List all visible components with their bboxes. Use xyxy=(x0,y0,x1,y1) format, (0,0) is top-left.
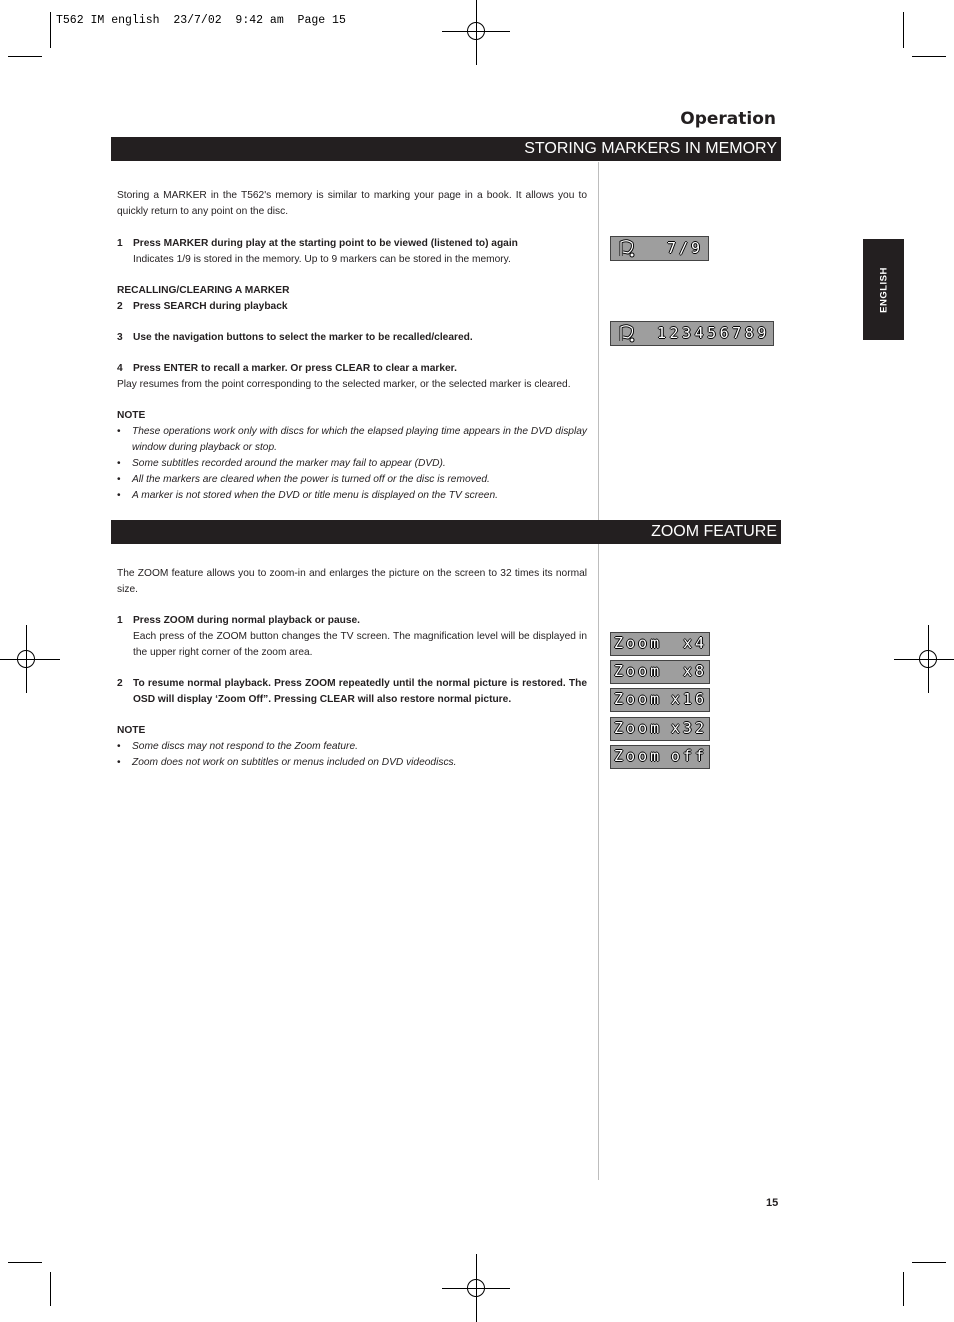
step-description: Indicates 1/9 is stored in the memory. Up to 9 markers can be stored in the memory. xyxy=(133,254,511,265)
osd-zoom-level: x16 xyxy=(670,690,707,708)
step-number: 1 xyxy=(117,238,123,249)
language-tab-label: ENGLISH xyxy=(878,266,889,313)
crop-mark xyxy=(8,1262,42,1263)
osd-zoom-off xyxy=(610,745,710,769)
step-title: Press ENTER to recall a marker. Or press CLEAR to clear a marker. xyxy=(133,363,457,374)
step-title: Press ZOOM during normal playback or pause. xyxy=(133,615,361,626)
osd-zoom-level: x4 xyxy=(682,634,707,652)
crop-mark xyxy=(903,12,904,48)
markers-step-2 xyxy=(117,299,587,315)
step-number: 1 xyxy=(117,615,123,626)
zoom-intro: The ZOOM feature allows you to zoom-in and enlarges the picture on the screen to 32 times its normal size. xyxy=(117,568,587,595)
osd-zoom-x8 xyxy=(610,660,710,684)
note-item: • A marker is not stored when the DVD or title menu is displayed on the TV screen. xyxy=(117,488,587,504)
page-number: 15 xyxy=(766,1197,779,1209)
section-heading-markers: STORING MARKERS IN MEMORY xyxy=(111,137,781,161)
markers-intro: Storing a MARKER in the T562's memory is similar to marking your page in a book. It allows you to quickly return to any point on the disc. xyxy=(117,190,587,217)
osd-zoom-x32 xyxy=(610,717,710,741)
note-heading: NOTE xyxy=(117,725,146,736)
crop-mark xyxy=(903,1272,904,1306)
osd-zoom-x16 xyxy=(610,688,710,712)
crop-mark xyxy=(8,56,42,57)
osd-marker-single xyxy=(610,236,709,261)
crop-mark xyxy=(50,12,51,48)
note-item: • Zoom does not work on subtitles or menus included on DVD videodiscs. xyxy=(117,755,587,771)
step-title: Press SEARCH during playback xyxy=(133,301,288,312)
step-number: 4 xyxy=(117,363,123,374)
step-title: Use the navigation buttons to select the marker to be recalled/cleared. xyxy=(133,332,473,343)
osd-zoom-level: off xyxy=(670,747,707,765)
step-description: Each press of the ZOOM button changes the TV screen. The magnification level will be displayed in the upper right corner of the zoom area. xyxy=(133,631,587,658)
note-item: • These operations work only with discs for which the elapsed playing time appears in the DVD display window during playback or stop. xyxy=(117,424,587,456)
print-header: T562 IM english 23/7/02 9:42 am Page 15 xyxy=(56,14,346,27)
crop-mark xyxy=(50,1272,51,1306)
osd-marker-list-value: 123456789 xyxy=(657,324,770,342)
step-title: Press MARKER during play at the starting point to be viewed (listened to) again xyxy=(133,238,518,249)
note-item: • All the markers are cleared when the power is turned off or the disc is removed. xyxy=(117,472,587,488)
page-title: Operation xyxy=(680,109,776,129)
marker-icon xyxy=(616,239,638,259)
osd-zoom-x4 xyxy=(610,632,710,656)
note-heading: NOTE xyxy=(117,410,146,421)
note-list xyxy=(117,739,587,771)
osd-marker-value: 7/9 xyxy=(667,239,704,257)
markers-step-1 xyxy=(117,236,587,268)
section-heading-zoom: ZOOM FEATURE xyxy=(111,520,781,544)
zoom-content xyxy=(117,566,587,771)
osd-zoom-label: Zoom xyxy=(614,719,663,737)
step-description: Play resumes from the point corresponding to the selected marker, or the selected marker is cleared. xyxy=(117,379,571,390)
step-number: 2 xyxy=(117,678,123,689)
osd-zoom-level: x32 xyxy=(670,719,707,737)
osd-zoom-label: Zoom xyxy=(614,634,663,652)
osd-zoom-label: Zoom xyxy=(614,662,663,680)
osd-zoom-level: x8 xyxy=(682,662,707,680)
crop-mark xyxy=(912,56,946,57)
column-divider xyxy=(598,162,599,1180)
osd-zoom-label: Zoom xyxy=(614,747,663,765)
step-number: 3 xyxy=(117,332,123,343)
osd-marker-list xyxy=(610,321,774,346)
markers-content xyxy=(117,188,587,504)
markers-step-3 xyxy=(117,330,587,346)
marker-icon xyxy=(616,324,638,344)
language-tab xyxy=(863,239,904,340)
note-list xyxy=(117,424,587,504)
zoom-step-2 xyxy=(117,676,587,708)
note-item: • Some subtitles recorded around the marker may fail to appear (DVD). xyxy=(117,456,587,472)
zoom-step-1 xyxy=(117,613,587,661)
recall-heading: RECALLING/CLEARING A MARKER xyxy=(117,285,290,296)
note-item: • Some discs may not respond to the Zoom feature. xyxy=(117,739,587,755)
markers-step-4 xyxy=(117,361,587,377)
step-title: To resume normal playback. Press ZOOM repeatedly until the normal picture is restored. The OSD will display ‘Zoom Off”. Pressing CLEAR will also restore normal picture. xyxy=(133,678,587,705)
crop-mark xyxy=(912,1262,946,1263)
step-number: 2 xyxy=(117,301,123,312)
osd-zoom-label: Zoom xyxy=(614,690,663,708)
